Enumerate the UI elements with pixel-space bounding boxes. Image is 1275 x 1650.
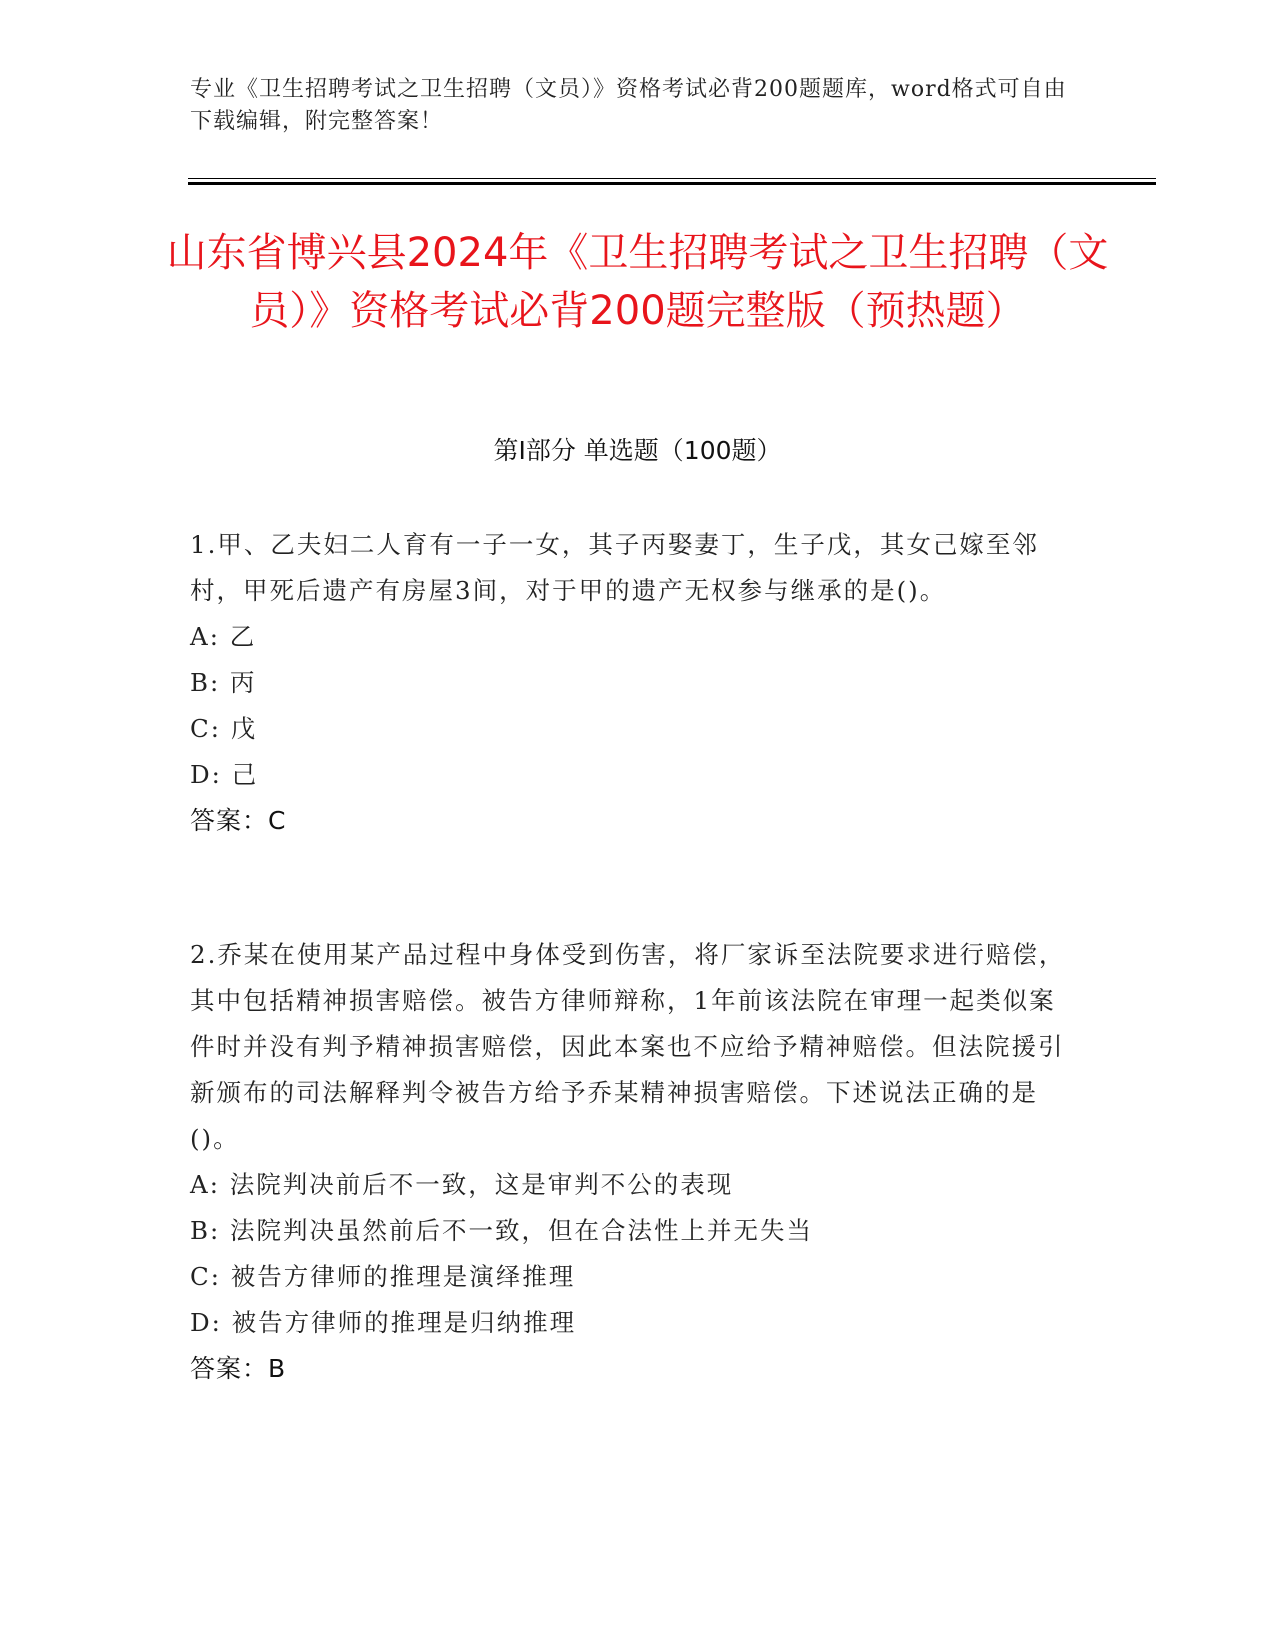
document-title: 山东省博兴县2024年《卫生招聘考试之卫生招聘（文员）》资格考试必背200题完整版（预热题） (166, 230, 1109, 334)
section-heading: 第I部分 单选题（100题） (493, 436, 782, 465)
option-b: B: 法院判决虽然前后不一致，但在合法性上并无失当 (190, 1216, 814, 1245)
option-a: A: 法院判决前后不一致，这是审判不公的表现 (190, 1170, 734, 1199)
question-stem: 2.乔某在使用某产品过程中身体受到伤害，将厂家诉至法院要求进行赔偿，其中包括精神损害赔偿。被告方律师辩称，1年前该法院在审理一起类似案件时并没有判予精神损害赔偿，因此本案也不应给予精神赔偿。但法院援引新颁布的司法解释判令被告方给予乔某精神损害赔偿。下述说法正确的是()。 (190, 940, 1066, 1153)
option-d: D: 己 (190, 760, 259, 789)
question-stem: 1.甲、乙夫妇二人育有一子一女，其子丙娶妻丁，生子戊，其女己嫁至邻村，甲死后遗产有房屋3间，对于甲的遗产无权参与继承的是()。 (190, 530, 1039, 605)
option-c: C: 戊 (190, 714, 258, 743)
header-divider-thin (188, 178, 1156, 179)
option-b: B: 丙 (190, 668, 257, 697)
question-2 (190, 932, 1080, 1392)
header-note: 专业《卫生招聘考试之卫生招聘（文员）》资格考试必背200题题库，word格式可自由下载编辑，附完整答案！ (190, 77, 1067, 134)
option-d: D: 被告方律师的推理是归纳推理 (190, 1308, 577, 1337)
option-c: C: 被告方律师的推理是演绎推理 (190, 1262, 576, 1291)
answer-line: 答案：C (190, 806, 287, 835)
answer-line: 答案：B (190, 1354, 287, 1383)
option-a: A: 乙 (190, 622, 257, 651)
question-1 (190, 522, 1080, 844)
header-divider-thick (188, 182, 1156, 185)
